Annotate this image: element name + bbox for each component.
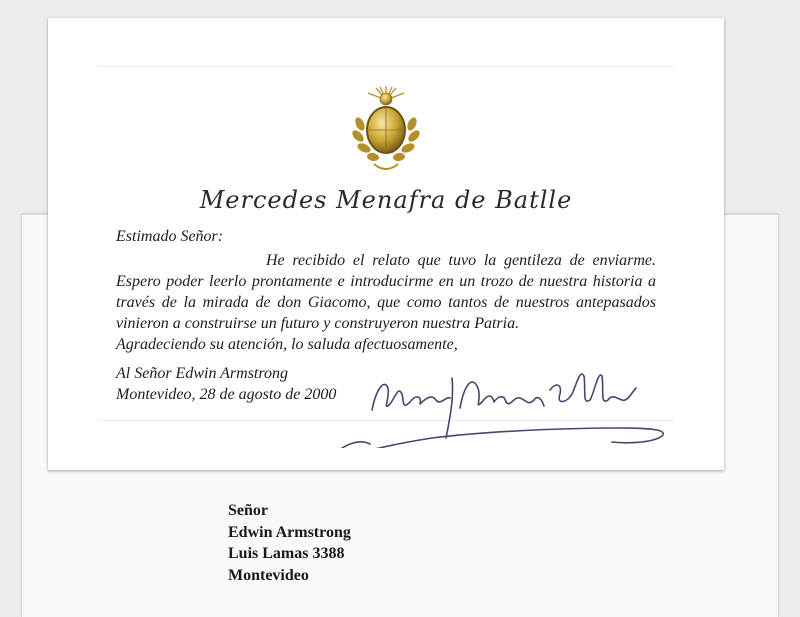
addressee-block	[116, 363, 336, 405]
address-line: Montevideo	[228, 566, 309, 584]
address-line: Señor	[228, 502, 268, 519]
place-date: Montevideo, 28 de agosto de 2000	[116, 386, 337, 403]
handwritten-signature	[332, 348, 672, 448]
coat-of-arms-icon	[346, 84, 426, 176]
address-line: Edwin Armstrong	[228, 523, 351, 541]
mailing-address	[228, 500, 351, 586]
addressee-name: Al Señor Edwin Armstrong	[116, 365, 289, 382]
card-top-rule	[98, 66, 674, 67]
letter-card	[48, 18, 724, 470]
salutation: Estimado Señor:	[116, 228, 224, 245]
letter-body-text: Espero poder leerlo prontamente e introducirme en un trozo de nuestra historia a través de la mirada de don Giacomo, que como tantos de nuestros antepasados vinieron a construirse un futuro y construyeron nuestra Patria.	[116, 273, 656, 332]
address-line: Luis Lamas 3388	[228, 545, 345, 562]
letter-first-line: He recibido el relato que tuvo la gentileza de enviarme.	[266, 252, 656, 269]
letterhead-name: Mercedes Menafra de Batlle	[199, 186, 573, 214]
letter-closing: Agradeciendo su atención, lo saluda afectuosamente,	[116, 336, 458, 353]
letter-body	[116, 226, 656, 355]
letter-paragraph	[116, 250, 656, 334]
